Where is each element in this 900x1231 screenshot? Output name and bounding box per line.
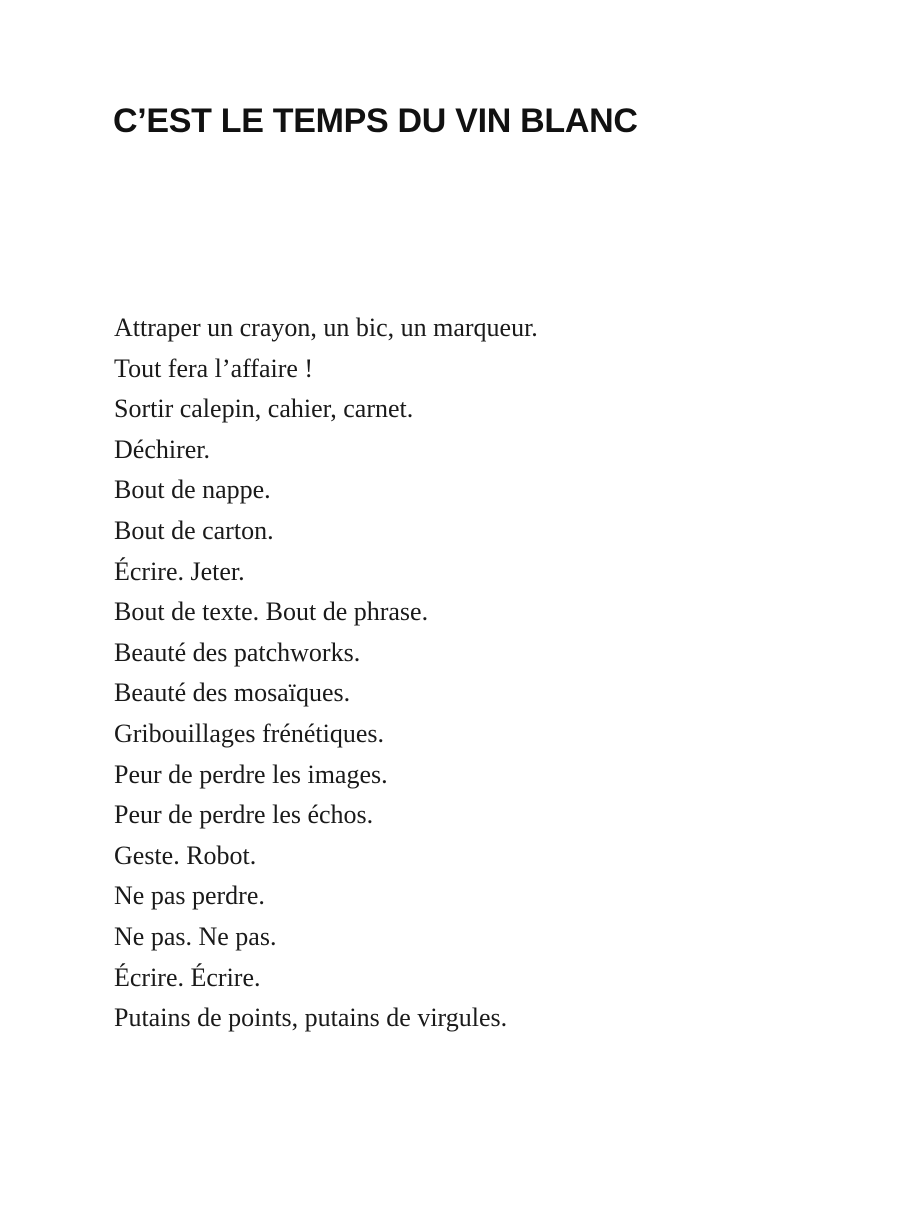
poem-line: Attraper un crayon, un bic, un marqueur. xyxy=(114,313,538,342)
poem-line: Putains de points, putains de virgules. xyxy=(114,1003,508,1033)
poem-line: Écrire. Jeter. xyxy=(114,556,245,586)
poem-line: Ne pas. Ne pas. xyxy=(114,921,277,951)
poem-line: Beauté des patchworks. xyxy=(114,637,361,667)
poem-line: Sortir calepin, cahier, carnet. xyxy=(114,394,414,424)
poem-line: Bout de carton. xyxy=(114,515,274,545)
poem-line: Peur de perdre les images. xyxy=(114,759,388,789)
poem-line: Peur de perdre les échos. xyxy=(114,800,374,830)
poem-title: C’EST LE TEMPS DU VIN BLANC xyxy=(113,102,638,140)
poem-line: Geste. Robot. xyxy=(114,840,257,870)
poem-line: Gribouillages frénétiques. xyxy=(114,718,385,748)
poem-line: Bout de texte. Bout de phrase. xyxy=(114,597,429,627)
poem-line: Déchirer. xyxy=(114,434,211,464)
poem-line: Beauté des mosaïques. xyxy=(114,678,351,708)
poem-line: Bout de nappe. xyxy=(114,475,271,505)
poem-body xyxy=(114,308,538,1039)
poem-line: Tout fera l’affaire ! xyxy=(114,353,314,383)
poem-line: Ne pas perdre. xyxy=(114,881,265,911)
poem-line: Écrire. Écrire. xyxy=(114,962,261,992)
